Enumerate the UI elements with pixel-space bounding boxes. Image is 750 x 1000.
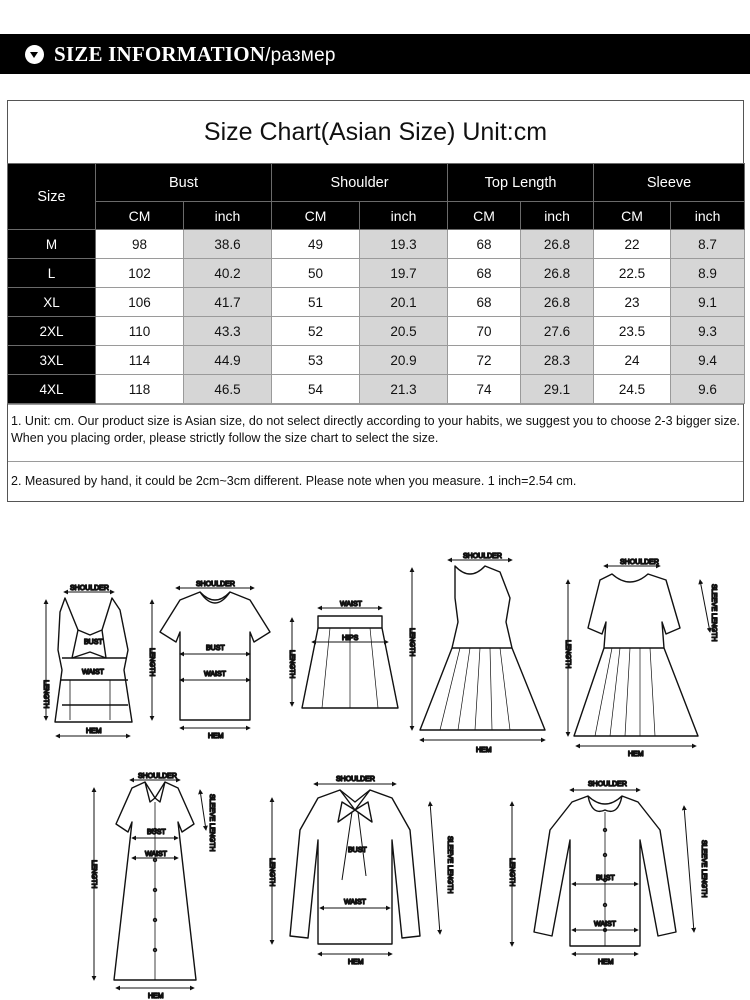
chevron-down-circle-icon xyxy=(25,45,44,64)
inch-cell: 9.4 xyxy=(671,346,745,375)
label-hem: HEM xyxy=(86,728,102,735)
cm-cell: 50 xyxy=(272,259,360,288)
size-rows xyxy=(8,230,745,404)
inch-cell: 9.3 xyxy=(671,317,745,346)
label-length: LENGTH xyxy=(268,858,275,887)
group-header-sleeve: Sleeve xyxy=(594,164,745,202)
inch-cell: 46.5 xyxy=(184,375,272,404)
cm-cell: 22.5 xyxy=(594,259,671,288)
table-row xyxy=(8,259,745,288)
label-waist: WAIST xyxy=(82,669,104,676)
label-length: LENGTH xyxy=(90,860,97,889)
label-waist: WAIST xyxy=(204,671,226,678)
inch-cell: 20.1 xyxy=(360,288,448,317)
unit-header: inch xyxy=(671,202,745,230)
garment-skirt xyxy=(292,608,398,708)
size-table xyxy=(7,163,745,404)
label-length: LENGTH xyxy=(408,628,415,657)
size-cell: 3XL xyxy=(8,346,96,375)
inch-cell: 21.3 xyxy=(360,375,448,404)
label-sleeve-length: SLEEVE LENGTH xyxy=(208,794,215,852)
label-shoulder: SHOULDER xyxy=(196,581,235,588)
cm-cell: 74 xyxy=(448,375,521,404)
label-shoulder: SHOULDER xyxy=(138,773,177,780)
size-header: Size xyxy=(8,164,96,230)
cm-cell: 102 xyxy=(96,259,184,288)
inch-cell: 9.1 xyxy=(671,288,745,317)
inch-cell: 26.8 xyxy=(521,259,594,288)
label-length: LENGTH xyxy=(42,680,49,709)
cm-cell: 24.5 xyxy=(594,375,671,404)
garment-long-sleeve-shirt xyxy=(512,790,694,954)
unit-header: inch xyxy=(360,202,448,230)
banner-title: SIZE INFORMATION/размер xyxy=(54,41,336,66)
inch-cell: 8.7 xyxy=(671,230,745,259)
label-hem: HEM xyxy=(598,959,614,966)
size-cell: L xyxy=(8,259,96,288)
unit-header: CM xyxy=(96,202,184,230)
label-bust: BUST xyxy=(84,639,103,646)
garment-sleeveless-dress xyxy=(412,560,545,740)
unit-header: inch xyxy=(521,202,594,230)
table-row xyxy=(8,346,745,375)
group-header-bust: Bust xyxy=(96,164,272,202)
cm-cell: 23.5 xyxy=(594,317,671,346)
unit-header: CM xyxy=(448,202,521,230)
note-measure: 2. Measured by hand, it could be 2cm~3cm different. Please note when you measure. 1 inch=2.54 cm. xyxy=(8,461,743,501)
size-cell: M xyxy=(8,230,96,259)
label-hips: HIPS xyxy=(342,635,359,642)
inch-cell: 40.2 xyxy=(184,259,272,288)
table-row xyxy=(8,317,745,346)
inch-cell: 8.9 xyxy=(671,259,745,288)
cm-cell: 72 xyxy=(448,346,521,375)
inch-cell: 20.5 xyxy=(360,317,448,346)
cm-cell: 68 xyxy=(448,288,521,317)
cm-cell: 23 xyxy=(594,288,671,317)
label-bust: BUST xyxy=(596,875,615,882)
label-length: LENGTH xyxy=(148,648,155,677)
garment-bow-blouse xyxy=(272,784,440,954)
label-sleeve-length: SLEEVE LENGTH xyxy=(700,840,707,898)
note-unit: 1. Unit: cm. Our product size is Asian size, do not select directly according to your habits, we suggest you to choose 2-3 bigger size. When you placing order, please strictly follow the size chart to select the size. xyxy=(8,404,743,461)
inch-cell: 38.6 xyxy=(184,230,272,259)
inch-cell: 19.3 xyxy=(360,230,448,259)
cm-cell: 68 xyxy=(448,230,521,259)
label-hem: HEM xyxy=(208,733,224,740)
unit-header: CM xyxy=(272,202,360,230)
cm-cell: 118 xyxy=(96,375,184,404)
garment-vest-top xyxy=(46,592,132,736)
label-waist: WAIST xyxy=(594,921,616,928)
label-shoulder: SHOULDER xyxy=(588,781,627,788)
cm-cell: 22 xyxy=(594,230,671,259)
label-sleeve-length: SLEEVE LENGTH xyxy=(446,836,453,894)
cm-cell: 106 xyxy=(96,288,184,317)
size-cell: 2XL xyxy=(8,317,96,346)
cm-cell: 98 xyxy=(96,230,184,259)
cm-cell: 114 xyxy=(96,346,184,375)
inch-cell: 44.9 xyxy=(184,346,272,375)
cm-cell: 53 xyxy=(272,346,360,375)
cm-cell: 49 xyxy=(272,230,360,259)
label-shoulder: SHOULDER xyxy=(336,776,375,783)
table-row xyxy=(8,288,745,317)
size-chart xyxy=(7,100,744,502)
label-shoulder: SHOULDER xyxy=(70,585,109,592)
cm-cell: 54 xyxy=(272,375,360,404)
group-header-top-length: Top Length xyxy=(448,164,594,202)
label-waist: WAIST xyxy=(145,851,167,858)
garment-shirt-dress xyxy=(94,780,206,988)
label-waist: WAIST xyxy=(340,601,362,608)
label-shoulder: SHOULDER xyxy=(620,559,659,566)
cm-cell: 68 xyxy=(448,259,521,288)
unit-header: inch xyxy=(184,202,272,230)
label-bust: BUST xyxy=(348,847,367,854)
label-hem: HEM xyxy=(148,993,164,1000)
inch-cell: 20.9 xyxy=(360,346,448,375)
cm-cell: 110 xyxy=(96,317,184,346)
label-hem: HEM xyxy=(476,747,492,754)
chart-title: Size Chart(Asian Size) Unit:cm xyxy=(203,117,548,146)
cm-cell: 70 xyxy=(448,317,521,346)
cm-cell: 24 xyxy=(594,346,671,375)
label-sleeve-length: SLEEVE LENGTH xyxy=(710,584,717,642)
label-hem: HEM xyxy=(348,959,364,966)
label-bust: BUST xyxy=(206,645,225,652)
inch-cell: 26.8 xyxy=(521,288,594,317)
garment-t-shirt xyxy=(152,588,270,728)
inch-cell: 29.1 xyxy=(521,375,594,404)
inch-cell: 9.6 xyxy=(671,375,745,404)
inch-cell: 27.6 xyxy=(521,317,594,346)
unit-header: CM xyxy=(594,202,671,230)
label-length: LENGTH xyxy=(288,650,295,679)
table-row xyxy=(8,375,745,404)
garment-diagrams xyxy=(0,540,750,1000)
label-shoulder: SHOULDER xyxy=(463,553,502,560)
label-length: LENGTH xyxy=(564,640,571,669)
inch-cell: 41.7 xyxy=(184,288,272,317)
table-row xyxy=(8,230,745,259)
group-header-shoulder: Shoulder xyxy=(272,164,448,202)
inch-cell: 28.3 xyxy=(521,346,594,375)
label-waist: WAIST xyxy=(344,899,366,906)
label-length: LENGTH xyxy=(508,858,515,887)
size-cell: 4XL xyxy=(8,375,96,404)
size-information-banner xyxy=(0,34,750,74)
label-hem: HEM xyxy=(628,751,644,758)
garment-sketches xyxy=(0,540,750,1000)
cm-cell: 52 xyxy=(272,317,360,346)
inch-cell: 26.8 xyxy=(521,230,594,259)
inch-cell: 19.7 xyxy=(360,259,448,288)
size-cell: XL xyxy=(8,288,96,317)
garment-short-sleeve-dress xyxy=(568,566,710,746)
cm-cell: 51 xyxy=(272,288,360,317)
label-bust: BUST xyxy=(147,829,166,836)
inch-cell: 43.3 xyxy=(184,317,272,346)
